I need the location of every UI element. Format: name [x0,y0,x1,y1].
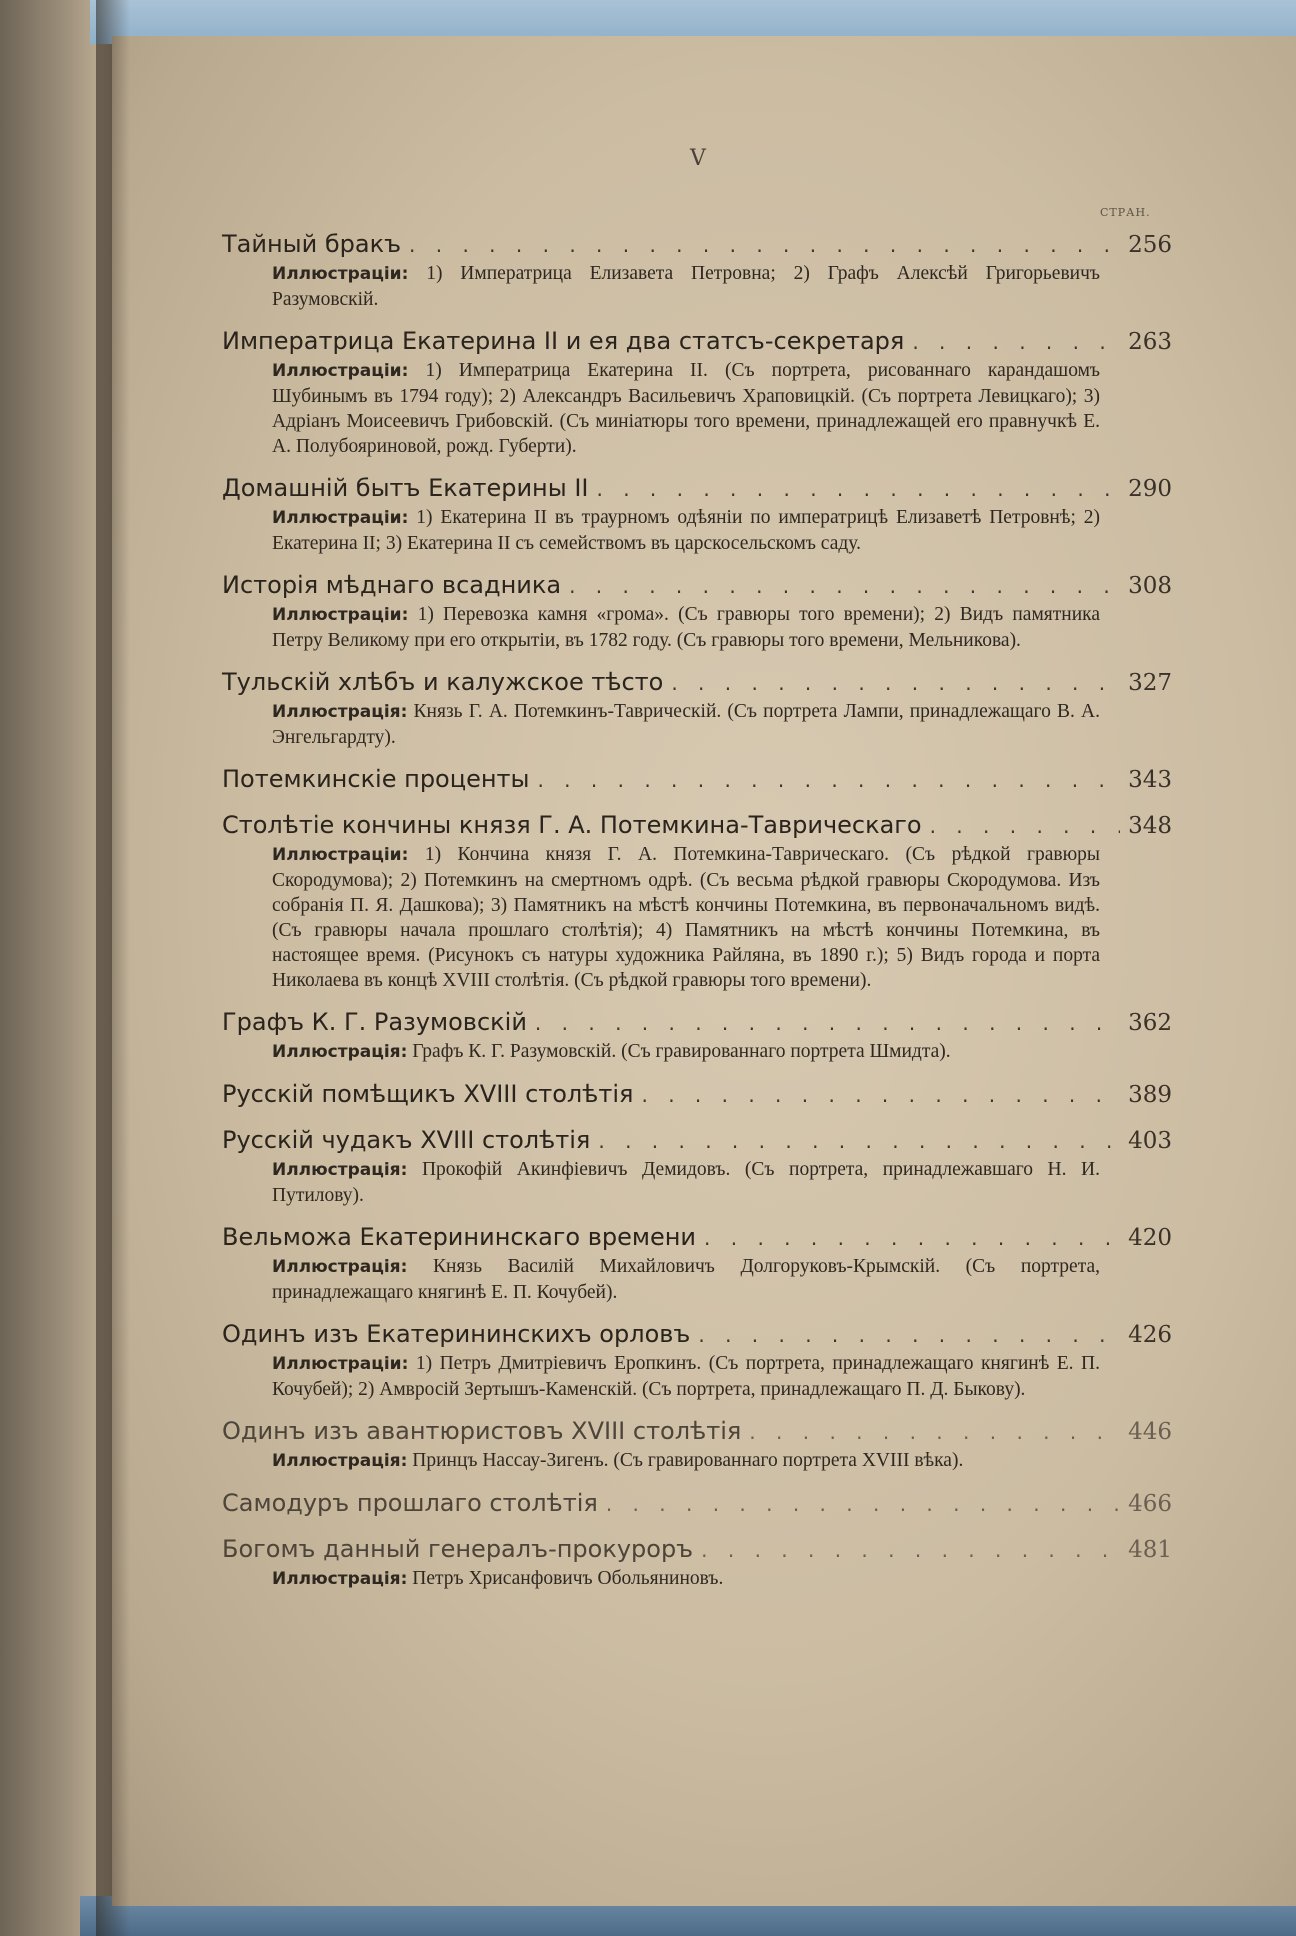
illustrations-text: 1) Императрица Екатерина II. (Съ портрета, рисованнаго карандашомъ Шубинымъ въ 1794 году); 2) Александръ Васильевичъ Храповицкій. (Съ портрета Левицкаго); 3) Адріанъ Моисеевичъ Грибовскій. (Съ миніатюры того времени, принадлежащей его правнучкѣ Е. А. Полубояриновой, рожд. Губерти). [272,360,1100,457]
chapter-page-number: 466 [1128,1491,1172,1517]
chapter-title: Богомъ данный генералъ-прокуроръ [222,1535,694,1563]
chapter-page-number: 327 [1128,670,1172,696]
illustrations-text: Князь Г. А. Потемкинъ-Таврическій. (Съ портрета Лампи, принадлежащаго В. А. Энгельгардту). [272,701,1100,748]
chapter-title: Одинъ изъ Екатерининскихъ орловъ [222,1320,691,1348]
table-of-contents [222,228,1172,1605]
dot-leader [698,1319,1120,1351]
toc-entry [222,1221,1172,1305]
toc-title-line [222,569,1172,602]
toc-title-line [222,1487,1172,1520]
book-gutter [96,0,130,1936]
illustrations-note [272,1157,1100,1208]
toc-title-line [222,1318,1172,1351]
illustrations-label: Иллюстраціи: [272,605,409,625]
dot-leader [704,1222,1120,1254]
chapter-page-number: 362 [1128,1010,1172,1036]
chapter-title: Одинъ изъ авантюристовъ XVIII столѣтія [222,1417,742,1445]
illustrations-text: 1) Императрица Елизавета Петровна; 2) Графъ Алексѣй Григорьевичъ Разумовскій. [272,263,1100,310]
illustrations-text: Князь Василій Михайловичъ Долгоруковъ-Крымскій. (Съ портрета, принадлежащаго княгинѣ Е. П. Кочубей). [272,1256,1100,1303]
dot-leader [912,326,1120,358]
toc-entry [222,1533,1172,1592]
illustrations-note [272,1566,1100,1592]
illustrations-note [272,1254,1100,1305]
toc-entry [222,1124,1172,1208]
illustrations-label: Иллюстрація: [272,702,408,722]
illustrations-note [272,699,1100,750]
toc-entry [222,1415,1172,1474]
toc-title-line [222,1124,1172,1157]
toc-entry [222,1006,1172,1065]
dot-leader [930,810,1121,842]
illustrations-text: Принцъ Нассау-Зигенъ. (Съ гравированнаго портрета XVIII вѣка). [412,1450,964,1471]
toc-title-line [222,809,1172,842]
dot-leader [641,1079,1120,1111]
dot-leader [749,1416,1120,1448]
toc-entry [222,809,1172,993]
chapter-title: Исторія мѣднаго всадника [222,571,562,599]
illustrations-label: Иллюстраціи: [272,264,409,284]
toc-title-line [222,1221,1172,1254]
chapter-title: Русскій помѣщикъ XVIII столѣтія [222,1080,634,1108]
illustrations-label: Иллюстраціи: [272,361,409,381]
illustrations-text: 1) Петръ Дмитріевичъ Еропкинъ. (Съ портрета, принадлежащаго княгинѣ Е. П. Кочубей); 2) Амвросій Зертышъ-Каменскій. (Съ портрета, принадлежащаго П. Д. Быкову). [272,1353,1100,1400]
chapter-title: Вельможа Екатерининскаго времени [222,1223,697,1251]
illustrations-label: Иллюстрація: [272,1042,408,1062]
illustrations-label: Иллюстрація: [272,1569,408,1589]
dot-leader [606,1488,1120,1520]
chapter-title: Столѣтіе кончины князя Г. А. Потемкина-Таврическаго [222,811,922,839]
toc-title-line [222,1078,1172,1111]
chapter-title: Тульскій хлѣбъ и калужское тѣсто [222,668,664,696]
dot-leader [671,667,1120,699]
illustrations-note [272,505,1100,556]
illustrations-note [272,1039,1100,1065]
toc-entry [222,1078,1172,1111]
illustrations-note [272,842,1100,993]
illustrations-note [272,602,1100,653]
chapter-page-number: 256 [1128,232,1172,258]
illustrations-note [272,261,1100,312]
illustrations-text: 1) Перевозка камня «грома». (Съ гравюры того времени); 2) Видъ памятника Петру Великому при его открытіи, въ 1782 году. (Съ гравюры того времени, Мельникова). [272,604,1100,651]
illustrations-note [272,1448,1100,1474]
toc-entry [222,1318,1172,1402]
chapter-page-number: 403 [1128,1128,1172,1154]
toc-title-line [222,1006,1172,1039]
chapter-page-number: 308 [1128,573,1172,599]
toc-title-line [222,228,1172,261]
chapter-title: Потемкинскіе проценты [222,765,530,793]
toc-title-line [222,666,1172,699]
illustrations-text: Прокофій Акинфіевичъ Демидовъ. (Съ портрета, принадлежавшаго Н. И. Путилову). [272,1159,1101,1206]
chapter-page-number: 420 [1128,1225,1172,1251]
toc-title-line [222,472,1172,505]
chapter-page-number: 446 [1128,1419,1172,1445]
chapter-page-number: 263 [1128,329,1172,355]
toc-entry [222,472,1172,556]
illustrations-text: Петръ Хрисанфовичъ Обольяниновъ. [412,1568,724,1589]
toc-entry [222,763,1172,796]
chapter-page-number: 389 [1128,1082,1172,1108]
illustrations-note [272,358,1100,459]
dot-leader [596,473,1120,505]
illustrations-text: 1) Екатерина II въ траурномъ одѣяніи по императрицѣ Елизаветѣ Петровнѣ; 2) Екатерина II; 3) Екатерина II съ семействомъ въ царскосельскомъ саду. [272,507,1101,554]
toc-entry [222,1487,1172,1520]
chapter-title: Самодуръ прошлаго столѣтія [222,1489,598,1517]
chapter-page-number: 343 [1128,767,1172,793]
chapter-title: Домашній бытъ Екатерины II [222,474,589,502]
toc-title-line [222,763,1172,796]
illustrations-text: Графъ К. Г. Разумовскій. (Съ гравированнаго портрета Шмидта). [412,1041,951,1062]
dot-leader [535,1007,1120,1039]
dot-leader [537,764,1120,796]
toc-entry [222,569,1172,653]
chapter-page-number: 481 [1128,1537,1172,1563]
chapter-title: Тайный бракъ [222,230,402,258]
toc-entry [222,666,1172,750]
toc-title-line [222,1415,1172,1448]
chapter-title: Русскій чудакъ XVIII столѣтія [222,1126,591,1154]
illustrations-label: Иллюстраціи: [272,845,409,865]
toc-entry [222,228,1172,312]
dot-leader [701,1534,1120,1566]
toc-entry [222,325,1172,459]
chapter-page-number: 348 [1128,813,1172,839]
illustrations-note [272,1351,1100,1402]
illustrations-label: Иллюстрація: [272,1451,408,1471]
chapter-page-number: 426 [1128,1322,1172,1348]
toc-title-line [222,325,1172,358]
chapter-page-number: 290 [1128,476,1172,502]
dot-leader [569,570,1120,602]
illustrations-label: Иллюстрація: [272,1160,408,1180]
toc-title-line [222,1533,1172,1566]
dot-leader [598,1125,1120,1157]
page-number: V [690,146,706,171]
dot-leader [409,229,1120,261]
illustrations-text: 1) Кончина князя Г. А. Потемкина-Таврическаго. (Съ рѣдкой гравюры Скородумова); 2) Потемкинъ на смертномъ одрѣ. (Съ весьма рѣдкой гравюры Скородумова. Изъ собранія П. Я. Дашкова); 3) Памятникъ на мѣстѣ кончины Потемкина, въ первоначальномъ видѣ. (Съ гравюры начала прошлаго столѣтія); 4) Памятникъ на мѣстѣ кончины Потемкина, въ настоящее время. (Рисунокъ съ натуры художника Райляна, въ 1890 г.); 5) Видъ города и порта Николаева въ концѣ XVIII столѣтія. (Съ рѣдкой гравюры того времени). [272,844,1100,991]
illustrations-label: Иллюстрація: [272,1257,408,1277]
page-column-label: СТРАН. [1100,206,1151,219]
illustrations-label: Иллюстраціи: [272,1354,409,1374]
illustrations-label: Иллюстраціи: [272,508,409,528]
chapter-title: Графъ К. Г. Разумовскій [222,1008,527,1036]
chapter-title: Императрица Екатерина II и ея два статсъ-секретаря [222,327,905,355]
